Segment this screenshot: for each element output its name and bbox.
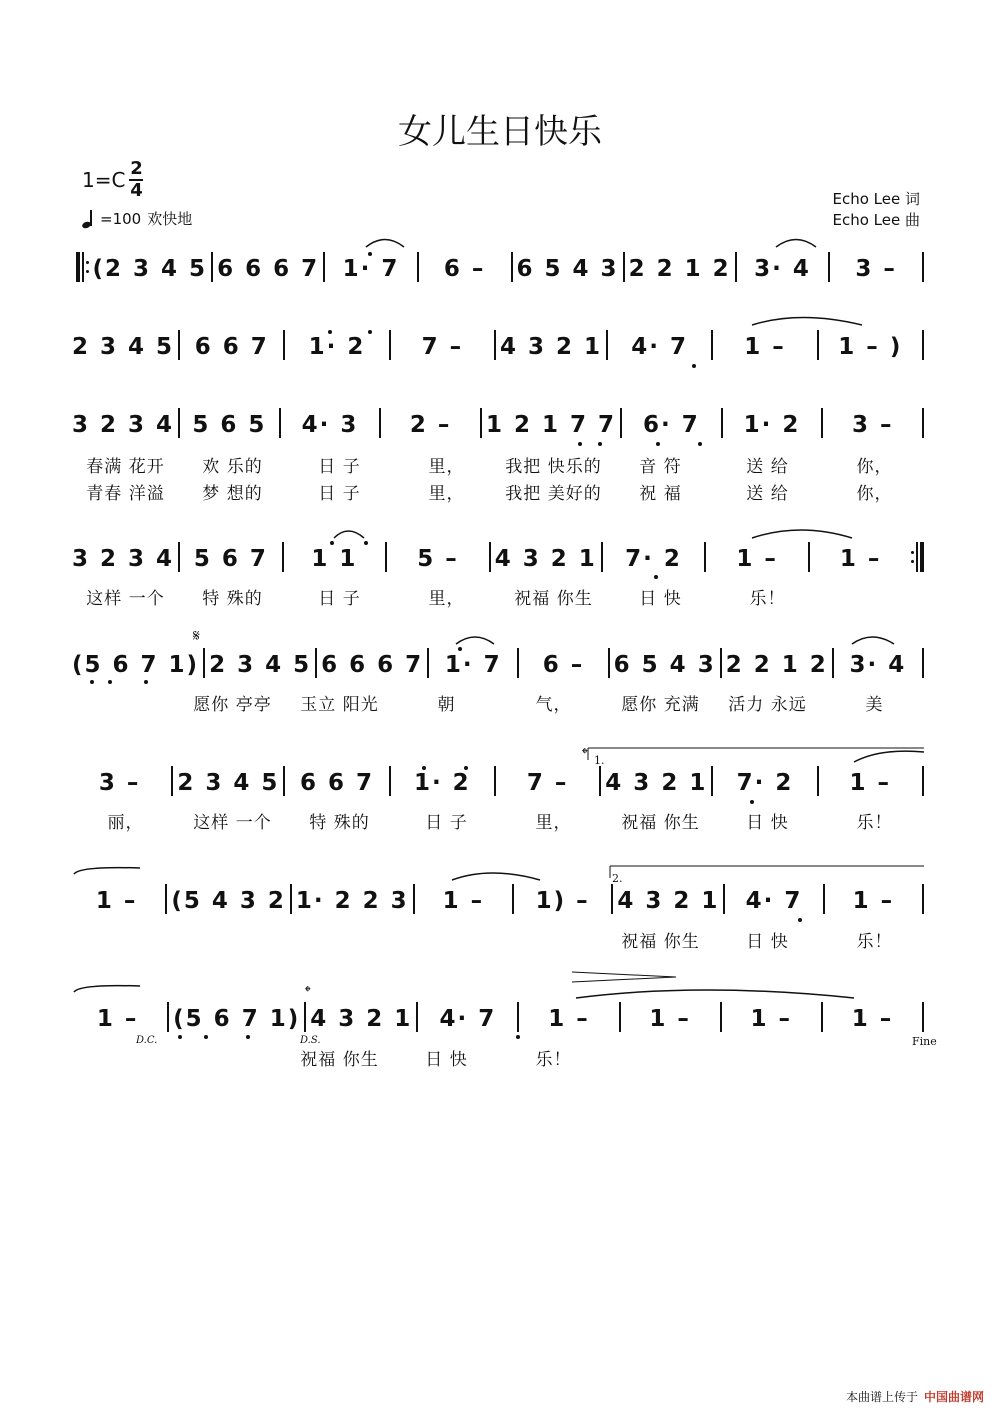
measure: 6 6 7 — [194, 334, 269, 360]
measure: 1 – — [96, 1006, 139, 1032]
barline — [427, 648, 429, 678]
barline — [416, 1002, 418, 1032]
key-signature — [82, 160, 143, 200]
lyricist-credit: Echo Lee 词 — [832, 190, 920, 208]
measure: 2 2 1 2 — [628, 256, 731, 282]
footer-site[interactable]: 中国曲谱网 — [923, 1390, 984, 1404]
lyric-line: 丽， 这样 一个 特 殊的 日 子 里， 祝福 你生 日 快 乐！ — [107, 813, 893, 833]
slur — [752, 530, 852, 538]
barline — [711, 330, 713, 360]
measure: 3 – — [98, 770, 141, 796]
barline — [178, 330, 180, 360]
barline — [817, 766, 819, 796]
measure: 1 – — [851, 1006, 894, 1032]
barline — [304, 1002, 306, 1032]
barline — [828, 252, 830, 282]
measure: 6· 7 — [643, 412, 700, 438]
start-repeat-barline — [76, 252, 89, 282]
barline — [922, 1002, 924, 1032]
measure: 6 6 7 — [300, 770, 375, 796]
measure: 1 – ) — [838, 334, 903, 360]
barline — [619, 1002, 621, 1032]
score-line — [72, 998, 928, 1032]
footer-credit — [846, 1388, 984, 1405]
barline — [290, 884, 292, 914]
score-line — [72, 538, 928, 572]
barline — [279, 408, 281, 438]
lyric-line: 祝福 你生 日 快 乐！ — [621, 932, 893, 952]
time-sig-top: 2 — [130, 158, 143, 179]
barline — [489, 542, 491, 572]
coda-sign: 𝄌 — [305, 982, 311, 1001]
measure: 5 6 7 — [193, 546, 268, 572]
composer-credit: Echo Lee 曲 — [832, 211, 920, 229]
measure: 4· 7 — [745, 888, 803, 914]
measure: 1 – — [442, 888, 485, 914]
barline — [283, 330, 285, 360]
octave-dot — [656, 442, 660, 446]
barline — [817, 330, 819, 360]
barline — [922, 330, 924, 360]
score-line — [72, 248, 928, 282]
measure: 6 – — [542, 652, 585, 678]
measure: 1· 2 — [413, 770, 471, 796]
measure: 3 – — [851, 412, 894, 438]
measure: 2 2 1 2 — [725, 652, 828, 678]
measure: 1 – — [649, 1006, 691, 1032]
measure: 7 – — [421, 334, 464, 360]
key-label: 1=C — [82, 168, 126, 192]
barline — [823, 884, 825, 914]
measure: 6 6 6 7 — [217, 256, 320, 282]
slur — [852, 637, 894, 644]
measure: 2 3 4 5 — [72, 334, 175, 360]
measure: 3 2 3 4 — [72, 412, 175, 438]
lyric-line: 青春 洋溢 梦 想的 日 子 里， 我把 美好的 祝 福 送 给 你， — [86, 484, 893, 504]
measure: 2 3 4 5 — [209, 652, 312, 678]
barline — [511, 252, 513, 282]
slur — [366, 240, 404, 248]
volta-2-label: 2. — [612, 872, 623, 885]
octave-dot — [108, 680, 112, 684]
slur — [334, 531, 364, 538]
barline — [922, 766, 924, 796]
barline — [203, 648, 205, 678]
measure: 4 3 2 1 — [494, 546, 597, 572]
score-line — [72, 880, 928, 914]
score-line — [72, 326, 928, 360]
measure: 1· 7 — [444, 652, 502, 678]
decrescendo — [572, 972, 676, 982]
octave-dot — [246, 1035, 250, 1039]
octave-dot — [692, 364, 696, 368]
barline — [494, 330, 496, 360]
barline — [315, 648, 317, 678]
barline — [821, 1002, 823, 1032]
barline — [385, 542, 387, 572]
barline — [922, 648, 924, 678]
measure: 1 – — [736, 546, 778, 572]
measure: 1 – — [95, 888, 138, 914]
barline — [512, 884, 514, 914]
barline — [165, 884, 167, 914]
barline — [720, 1002, 722, 1032]
octave-dot — [750, 800, 754, 804]
end-repeat-barline — [911, 542, 924, 572]
barline — [283, 766, 285, 796]
barline — [623, 252, 625, 282]
measure: 1 2 1 7 7 — [486, 412, 617, 438]
octave-dot — [204, 1035, 208, 1039]
dc-label: D.C. — [136, 1035, 158, 1046]
barline — [599, 766, 601, 796]
measure: 1· 2 — [743, 412, 801, 438]
barline — [704, 542, 706, 572]
measure: 2 3 4 5 — [177, 770, 280, 796]
barline — [601, 542, 603, 572]
segno-sign: 𝄋 — [193, 626, 200, 645]
measure: 1) – — [535, 888, 590, 914]
barline — [821, 408, 823, 438]
lyric-line: 春满 花开 欢 乐的 日 子 里， 我把 快乐的 音 符 送 给 你， — [86, 457, 893, 477]
measure: 1 – — [849, 770, 892, 796]
barline — [723, 884, 725, 914]
barline — [323, 252, 325, 282]
measure: 4· 7 — [631, 334, 689, 360]
measure: 4· 3 — [301, 412, 359, 438]
measure: 1 – — [852, 888, 895, 914]
footer-prefix: 本曲谱上传于 — [845, 1390, 918, 1404]
barline — [922, 252, 924, 282]
score-line — [72, 404, 928, 438]
slur — [456, 637, 494, 644]
measure: 5 – — [417, 546, 459, 572]
measure: 1· 7 — [342, 256, 400, 282]
measure: 1· 2 2 3 — [295, 888, 409, 914]
octave-dot — [654, 575, 658, 579]
octave-dot — [90, 680, 94, 684]
octave-dot — [578, 442, 582, 446]
barline — [178, 542, 180, 572]
measure: 3· 4 — [754, 256, 811, 282]
barline — [721, 408, 723, 438]
measure: 1· 2 — [308, 334, 366, 360]
measure: 6 5 4 3 — [613, 652, 716, 678]
measure: 6 5 4 3 — [516, 256, 619, 282]
octave-dot — [516, 1035, 520, 1039]
measure: 7· 2 — [736, 770, 794, 796]
quarter-note-icon — [82, 210, 94, 228]
measure: 3 – — [855, 256, 897, 282]
measure: 1 – — [750, 1006, 793, 1032]
barline — [417, 252, 419, 282]
volta-1-label: 1. — [594, 754, 605, 767]
barline — [494, 766, 496, 796]
measure: 1 – — [548, 1006, 590, 1032]
barline — [282, 542, 284, 572]
tempo-marking — [82, 208, 192, 229]
time-signature — [129, 160, 143, 200]
measure: 3 2 3 4 — [72, 546, 175, 572]
barline — [379, 408, 381, 438]
measure: 1 1 — [311, 546, 358, 572]
barline — [389, 330, 391, 360]
ds-label: D.S. — [300, 1035, 321, 1046]
barline — [922, 884, 924, 914]
measure: 1 – — [839, 546, 882, 572]
barline — [735, 252, 737, 282]
measure: 4· 7 — [439, 1006, 497, 1032]
tempo-value: =100 — [100, 209, 142, 228]
fine-label: Fine — [912, 1035, 937, 1048]
barline — [171, 766, 173, 796]
slur — [74, 986, 140, 992]
measure: 3· 4 — [849, 652, 907, 678]
barline — [922, 408, 924, 438]
barline — [178, 408, 180, 438]
barline — [480, 408, 482, 438]
measure: 4 3 2 1 — [605, 770, 708, 796]
measure: 7· 2 — [625, 546, 682, 572]
measure: 5 6 5 — [192, 412, 267, 438]
slur — [776, 240, 816, 248]
barline — [608, 648, 610, 678]
score-line — [72, 644, 928, 678]
measure: 2 – — [409, 412, 452, 438]
measure: 4 3 2 1 — [499, 334, 603, 360]
barline — [611, 884, 613, 914]
barline — [808, 542, 810, 572]
barline — [517, 648, 519, 678]
slur — [576, 990, 854, 998]
measure: (5 6 7 1) — [173, 1006, 301, 1032]
song-title: 女儿生日快乐 — [398, 112, 602, 152]
barline — [413, 884, 415, 914]
measure: 1 – — [744, 334, 786, 360]
barline — [620, 408, 622, 438]
octave-dot — [598, 442, 602, 446]
lyric-line: 祝福 你生 日 快 乐！ — [300, 1050, 572, 1070]
coda-sign: 𝄌 — [582, 744, 588, 763]
measure: 4 3 2 1 — [310, 1006, 413, 1032]
barline — [211, 252, 213, 282]
barline — [832, 648, 834, 678]
measure: (2 3 4 5 — [92, 256, 208, 282]
octave-dot — [144, 680, 148, 684]
measure: 6 6 6 7 — [321, 652, 424, 678]
slur — [74, 868, 140, 874]
time-sig-bottom: 4 — [130, 180, 143, 201]
barline — [711, 766, 713, 796]
slur — [452, 873, 540, 880]
score-line — [72, 762, 928, 796]
measure: 6 – — [443, 256, 486, 282]
tempo-mood: 欢快地 — [147, 210, 193, 228]
measure: (5 6 7 1) — [72, 652, 200, 678]
barline — [167, 1002, 169, 1032]
measure: 4 3 2 1 — [617, 888, 720, 914]
barline — [720, 648, 722, 678]
slur — [854, 751, 924, 762]
lyric-line: 这样 一个 特 殊的 日 子 里， 祝福 你生 日 快 乐！ — [86, 589, 786, 609]
measure: 7 – — [526, 770, 569, 796]
barline — [517, 1002, 519, 1032]
octave-dot — [178, 1035, 182, 1039]
octave-dot — [798, 918, 802, 922]
barline — [389, 766, 391, 796]
barline — [606, 330, 608, 360]
slur — [752, 318, 862, 326]
lyric-line: 愿你 亭亭 玉立 阳光 朝 气， 愿你 充满 活力 永远 美 — [193, 695, 884, 715]
measure: (5 4 3 2 — [171, 888, 286, 914]
octave-dot — [698, 442, 702, 446]
